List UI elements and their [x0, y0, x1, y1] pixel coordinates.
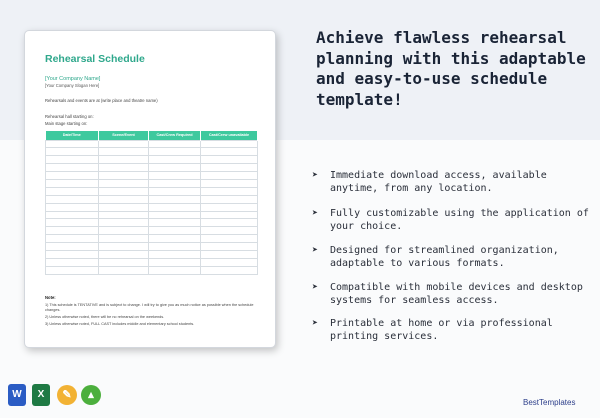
table-row — [46, 179, 258, 187]
feature-text: Immediate download access, available anytime, from any location. — [330, 170, 547, 194]
table-cell — [201, 195, 258, 203]
table-cell — [149, 172, 201, 180]
table-cell — [149, 250, 201, 258]
table-row — [46, 235, 258, 243]
table-cell — [201, 164, 258, 172]
table-cell — [201, 211, 258, 219]
list-item — [312, 170, 594, 195]
table-cell — [46, 227, 99, 235]
table-cell — [46, 235, 99, 243]
table-cell — [46, 164, 99, 172]
table-cell — [201, 243, 258, 251]
table-cell — [46, 258, 99, 266]
table-cell — [149, 148, 201, 156]
feature-text: Fully customizable using the application of your choice. — [330, 208, 589, 232]
table-header-row — [46, 131, 258, 140]
table-cell — [46, 250, 99, 258]
feature-text: Designed for streamlined organization, adaptable to various formats. — [330, 245, 559, 269]
doc-company-name: [Your Company Name] — [45, 76, 101, 82]
list-item — [312, 282, 594, 307]
table-cell — [99, 148, 149, 156]
table-cell — [201, 156, 258, 164]
doc-main-stage-start: Main stage starting on: — [45, 121, 88, 126]
table-header-cell: Date/Time — [46, 131, 99, 140]
table-cell — [201, 140, 258, 148]
table-cell — [99, 243, 149, 251]
list-item — [312, 208, 594, 233]
table-cell — [46, 266, 99, 274]
feature-text: Compatible with mobile devices and desktop systems for seamless access. — [330, 282, 583, 306]
document-preview[interactable] — [24, 30, 276, 348]
schedule-table — [45, 131, 258, 275]
table-cell — [46, 211, 99, 219]
table-cell — [201, 250, 258, 258]
table-cell — [99, 266, 149, 274]
table-row — [46, 219, 258, 227]
doc-note: 3) Unless otherwise noted, FULL CAST includes middle and elementary school students. — [45, 322, 195, 326]
table-row — [46, 195, 258, 203]
table-cell — [99, 219, 149, 227]
table-row — [46, 164, 258, 172]
table-row — [46, 227, 258, 235]
table-row — [46, 211, 258, 219]
table-cell — [201, 266, 258, 274]
table-row — [46, 203, 258, 211]
table-cell — [99, 164, 149, 172]
table-cell — [201, 219, 258, 227]
table-cell — [99, 211, 149, 219]
table-header-cell: Cast/Crew Required — [149, 131, 201, 140]
doc-company-slogan: [Your Company Slogan Here] — [45, 83, 100, 88]
table-row — [46, 172, 258, 180]
word-icon[interactable]: W — [8, 384, 26, 406]
table-cell — [149, 195, 201, 203]
feature-text: Printable at home or via professional printing services. — [330, 318, 553, 342]
doc-title: Rehearsal Schedule — [45, 53, 145, 65]
table-cell — [149, 243, 201, 251]
table-row — [46, 258, 258, 266]
table-row — [46, 187, 258, 195]
table-cell — [99, 172, 149, 180]
table-cell — [46, 187, 99, 195]
table-cell — [46, 219, 99, 227]
arrow-bullet-icon: ➤ — [312, 318, 319, 329]
table-cell — [149, 156, 201, 164]
table-cell — [46, 195, 99, 203]
list-item — [312, 318, 594, 343]
page-headline: Achieve flawless rehearsal planning with this adaptable and easy-to-use schedule template! — [316, 28, 586, 109]
table-header-cell: Scene/Event — [99, 131, 149, 140]
arrow-bullet-icon: ➤ — [312, 245, 319, 256]
table-cell — [149, 140, 201, 148]
table-cell — [99, 250, 149, 258]
table-cell — [149, 164, 201, 172]
table-cell — [149, 179, 201, 187]
table-cell — [46, 156, 99, 164]
table-cell — [46, 172, 99, 180]
table-cell — [149, 258, 201, 266]
pages-icon[interactable]: ✎ — [57, 385, 77, 405]
table-cell — [46, 179, 99, 187]
doc-rehearsal-start: Rehearsal hall starting on: — [45, 114, 94, 119]
arrow-bullet-icon: ➤ — [312, 208, 319, 219]
table-row — [46, 266, 258, 274]
table-cell — [99, 140, 149, 148]
table-cell — [149, 235, 201, 243]
table-cell — [201, 258, 258, 266]
table-cell — [149, 187, 201, 195]
table-cell — [201, 179, 258, 187]
table-cell — [99, 227, 149, 235]
table-cell — [46, 148, 99, 156]
table-cell — [149, 203, 201, 211]
numbers-icon[interactable]: ▴ — [81, 385, 101, 405]
doc-intro-line: Rehearsals and events are at (write place and theatre name) — [45, 98, 158, 103]
excel-icon[interactable]: X — [32, 384, 50, 406]
table-cell — [46, 140, 99, 148]
table-cell — [46, 203, 99, 211]
table-row — [46, 243, 258, 251]
list-item — [312, 245, 594, 270]
arrow-bullet-icon: ➤ — [312, 170, 319, 181]
table-cell — [99, 187, 149, 195]
doc-note: 1) This schedule is TENTATIVE and is subject to change. I will try to give you as much notice as possible when the schedule changes. — [45, 303, 254, 313]
doc-notes-heading: Note: — [45, 295, 56, 300]
table-cell — [46, 243, 99, 251]
table-cell — [99, 203, 149, 211]
table-cell — [99, 156, 149, 164]
table-cell — [149, 211, 201, 219]
table-cell — [201, 203, 258, 211]
table-cell — [99, 235, 149, 243]
brand-logo[interactable]: BestTemplates — [523, 398, 576, 407]
table-cell — [99, 179, 149, 187]
table-row — [46, 156, 258, 164]
arrow-bullet-icon: ➤ — [312, 282, 319, 293]
doc-note: 2) Unless otherwise noted, there will be no rehearsal on the weekends. — [45, 315, 165, 319]
table-header-cell: Cast/Crew unavailable — [201, 131, 258, 140]
table-row — [46, 148, 258, 156]
table-cell — [201, 227, 258, 235]
table-cell — [149, 266, 201, 274]
table-cell — [149, 219, 201, 227]
table-cell — [201, 148, 258, 156]
table-cell — [201, 235, 258, 243]
table-cell — [201, 187, 258, 195]
table-cell — [99, 195, 149, 203]
table-row — [46, 250, 258, 258]
table-row — [46, 140, 258, 148]
table-cell — [149, 227, 201, 235]
table-cell — [201, 172, 258, 180]
table-cell — [99, 258, 149, 266]
